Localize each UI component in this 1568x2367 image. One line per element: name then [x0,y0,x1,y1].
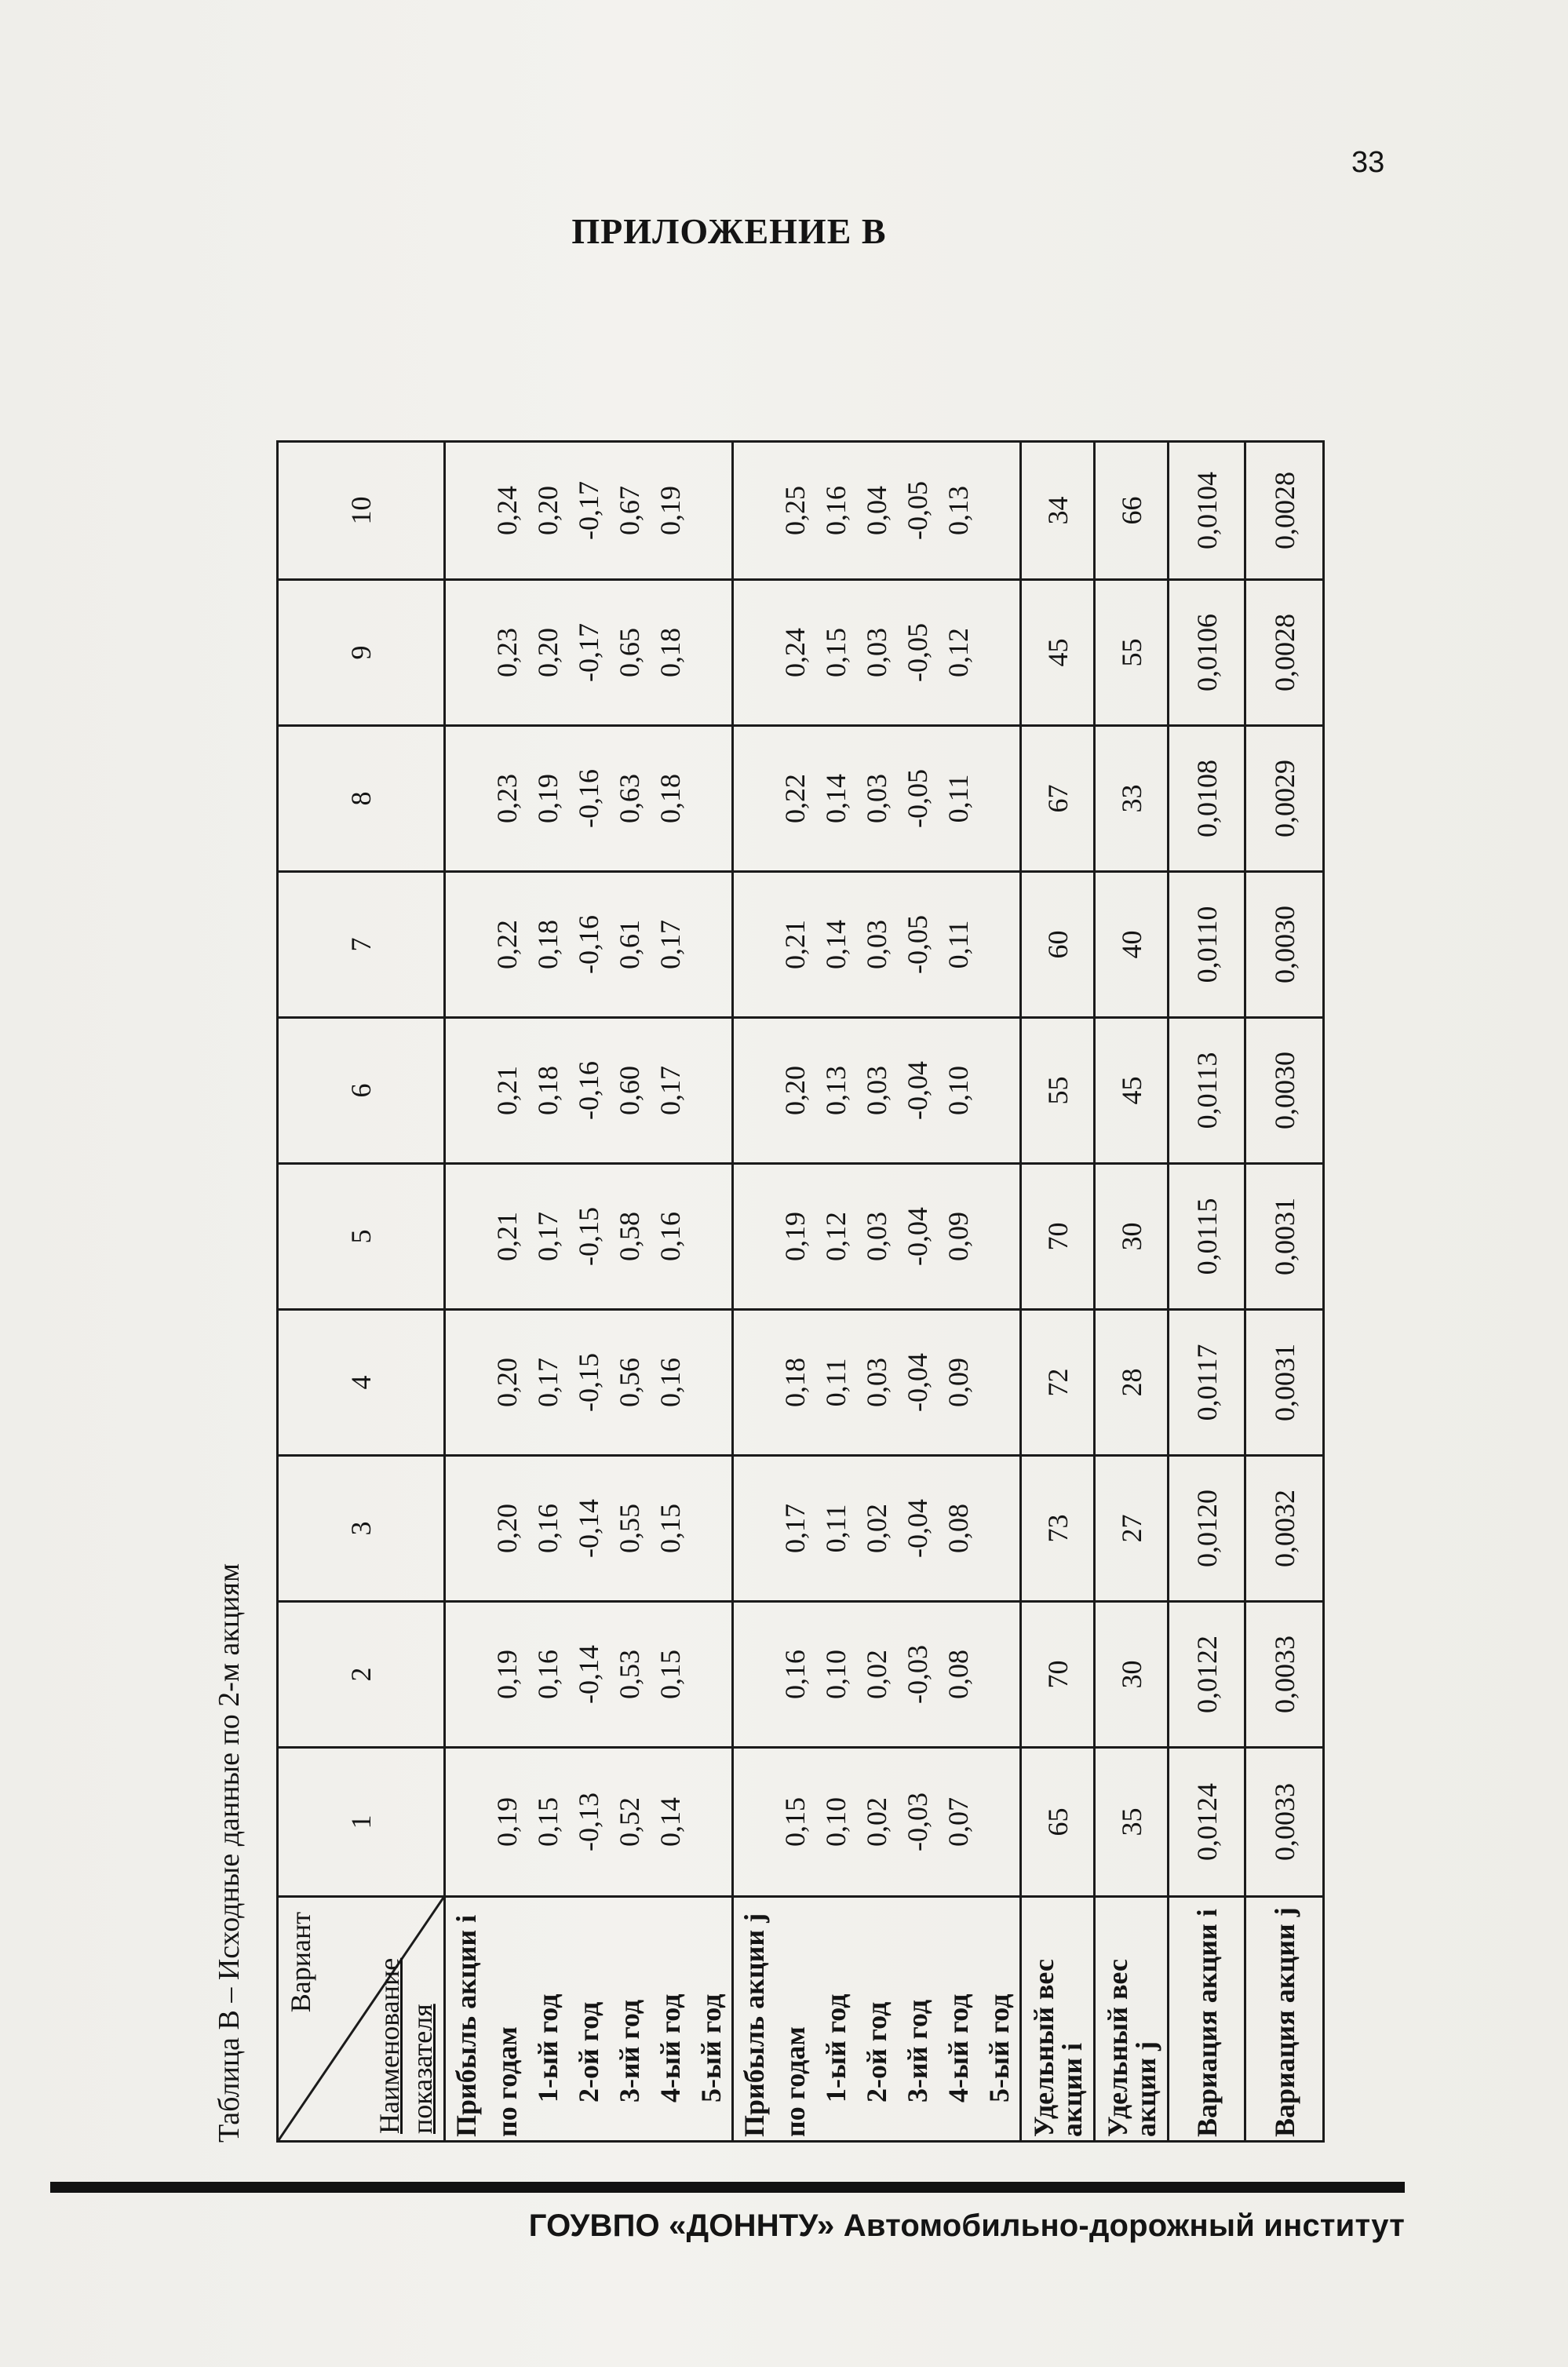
table-cell: 73 [1021,1456,1095,1602]
table-cell: 35 [1095,1748,1169,1897]
profit-j-values-cell: 0,21 0,14 0,03 -0,05 0,11 [733,872,1021,1018]
table-cell: 40 [1095,872,1169,1018]
table-cell: 0,0113 [1169,1018,1245,1164]
profit-i-values-cell: 0,23 0,20 -0,17 0,65 0,18 [445,580,733,726]
year-label: 4-ый год [655,1993,686,2103]
table-cell: 33 [1095,726,1169,872]
table-cell: 0,0120 [1169,1456,1245,1602]
table-cell: 72 [1021,1310,1095,1456]
profit-i-values-cell: 0,19 0,16 -0,14 0,53 0,15 [445,1602,733,1748]
footer-institution: ГОУВПО «ДОННТУ» Автомобильно-дорожный институт [528,2208,1405,2243]
profit-j-label-cell [733,1897,1021,2142]
profit-i-values-cell: 0,19 0,15 -0,13 0,52 0,14 [445,1748,733,1897]
year-label: 5-ый год [695,1993,727,2103]
table-cell: 30 [1095,1602,1169,1748]
profit-j-values-cell: 0,15 0,10 0,02 -0,03 0,07 [733,1748,1021,1897]
table-cell: 70 [1021,1602,1095,1748]
table-cell: 0,0110 [1169,872,1245,1018]
table-cell: 45 [1095,1018,1169,1164]
profit-i-values-cell: 0,24 0,20 -0,17 0,67 0,19 [445,442,733,580]
table-cell: 0,0115 [1169,1164,1245,1310]
variant-number: 9 [278,580,445,726]
source-data-table [276,440,1325,2143]
table-cell: 0,0032 [1245,1456,1324,1602]
table-cell: 0,0124 [1169,1748,1245,1897]
year-label: 5-ый год [983,1993,1015,2103]
profit-j-row [733,442,1021,2142]
profit-i-values-cell: 0,21 0,17 -0,15 0,58 0,16 [445,1164,733,1310]
table-cell: 0,0031 [1245,1310,1324,1456]
table-cell: 0,0031 [1245,1164,1324,1310]
year-label: 3-ий год [614,1999,645,2103]
table-cell: 0,0104 [1169,442,1245,580]
profit-j-values-cell: 0,18 0,11 0,03 -0,04 0,09 [733,1310,1021,1456]
indicator-header-label: Наименование показателя [374,1957,438,2134]
table-cell: 60 [1021,872,1095,1018]
table-cell: 0,0106 [1169,580,1245,726]
year-label: 2-ой год [573,2001,604,2103]
profit-j-values-cell: 0,20 0,13 0,03 -0,04 0,10 [733,1018,1021,1164]
profit-j-values-cell: 0,24 0,15 0,03 -0,05 0,12 [733,580,1021,726]
row-label: Вариация акции j [1245,1897,1324,2142]
profit-j-values-cell: 0,19 0,12 0,03 -0,04 0,09 [733,1164,1021,1310]
profit-i-values-cell: 0,20 0,16 -0,14 0,55 0,15 [445,1456,733,1602]
year-label: 1-ый год [532,1993,563,2103]
table-cell: 55 [1095,580,1169,726]
variant-number: 3 [278,1456,445,1602]
profit-j-values-cell: 0,16 0,10 0,02 -0,03 0,08 [733,1602,1021,1748]
diagonal-header-cell [278,1897,445,2142]
year-label: 3-ий год [902,1999,933,2103]
table-cell: 0,0122 [1169,1602,1245,1748]
variant-number: 8 [278,726,445,872]
profit-i-values-cell: 0,20 0,17 -0,15 0,56 0,16 [445,1310,733,1456]
variant-number: 10 [278,442,445,580]
table-cell: 67 [1021,726,1095,872]
year-label: 2-ой год [861,2001,892,2103]
profit-j-values-cell: 0,22 0,14 0,03 -0,05 0,11 [733,726,1021,872]
weight-j-row [1095,442,1169,2142]
row-label: Удельный вес акции j [1095,1897,1169,2142]
variant-number: 5 [278,1164,445,1310]
table-cell: 0,0030 [1245,1018,1324,1164]
table-cell: 27 [1095,1456,1169,1602]
table-cell: 28 [1095,1310,1169,1456]
profit-i-values-cell: 0,23 0,19 -0,16 0,63 0,18 [445,726,733,872]
variant-number: 6 [278,1018,445,1164]
table-cell: 30 [1095,1164,1169,1310]
table-cell: 0,0030 [1245,872,1324,1018]
profit-j-values-cell: 0,17 0,11 0,02 -0,04 0,08 [733,1456,1021,1602]
row-label: Вариация акции i [1169,1897,1245,2142]
profit-j-title: Прибыль акции j по годам [738,1913,811,2137]
profit-i-title: Прибыль акции i по годам [450,1914,523,2137]
table-cell: 34 [1021,442,1095,580]
footer-rule [50,2182,1405,2193]
table-caption: Таблица В – Исходные данные по 2-м акциям [213,1563,246,2143]
table-cell: 0,0117 [1169,1310,1245,1456]
page-number: 33 [1351,146,1385,179]
table-cell: 0,0028 [1245,442,1324,580]
table-cell: 45 [1021,580,1095,726]
table-cell: 55 [1021,1018,1095,1164]
profit-i-values-cell: 0,22 0,18 -0,16 0,61 0,17 [445,872,733,1018]
variant-header-label: Вариант [285,1912,316,2013]
table-cell: 0,0108 [1169,726,1245,872]
variant-number: 7 [278,872,445,1018]
table-cell: 66 [1095,442,1169,580]
variant-number: 4 [278,1310,445,1456]
row-label: Удельный вес акции i [1021,1897,1095,2142]
header-row [278,442,445,2142]
rotated-table-block [212,290,1300,2143]
table-cell: 0,0033 [1245,1602,1324,1748]
appendix-title: ПРИЛОЖЕНИЕ В [571,211,887,251]
profit-j-values-cell: 0,25 0,16 0,04 -0,05 0,13 [733,442,1021,580]
table-cell: 0,0028 [1245,580,1324,726]
variant-number: 2 [278,1602,445,1748]
table-cell: 65 [1021,1748,1095,1897]
table-cell: 0,0033 [1245,1748,1324,1897]
variance-i-row [1169,442,1245,2142]
table-cell: 70 [1021,1164,1095,1310]
variance-j-row [1245,442,1324,2142]
table-cell: 0,0029 [1245,726,1324,872]
profit-i-label-cell [445,1897,733,2142]
variant-number: 1 [278,1748,445,1897]
weight-i-row [1021,442,1095,2142]
profit-i-values-cell: 0,21 0,18 -0,16 0,60 0,17 [445,1018,733,1164]
year-label: 1-ый год [820,1993,851,2103]
year-label: 4-ый год [943,1993,974,2103]
profit-i-row [445,442,733,2142]
